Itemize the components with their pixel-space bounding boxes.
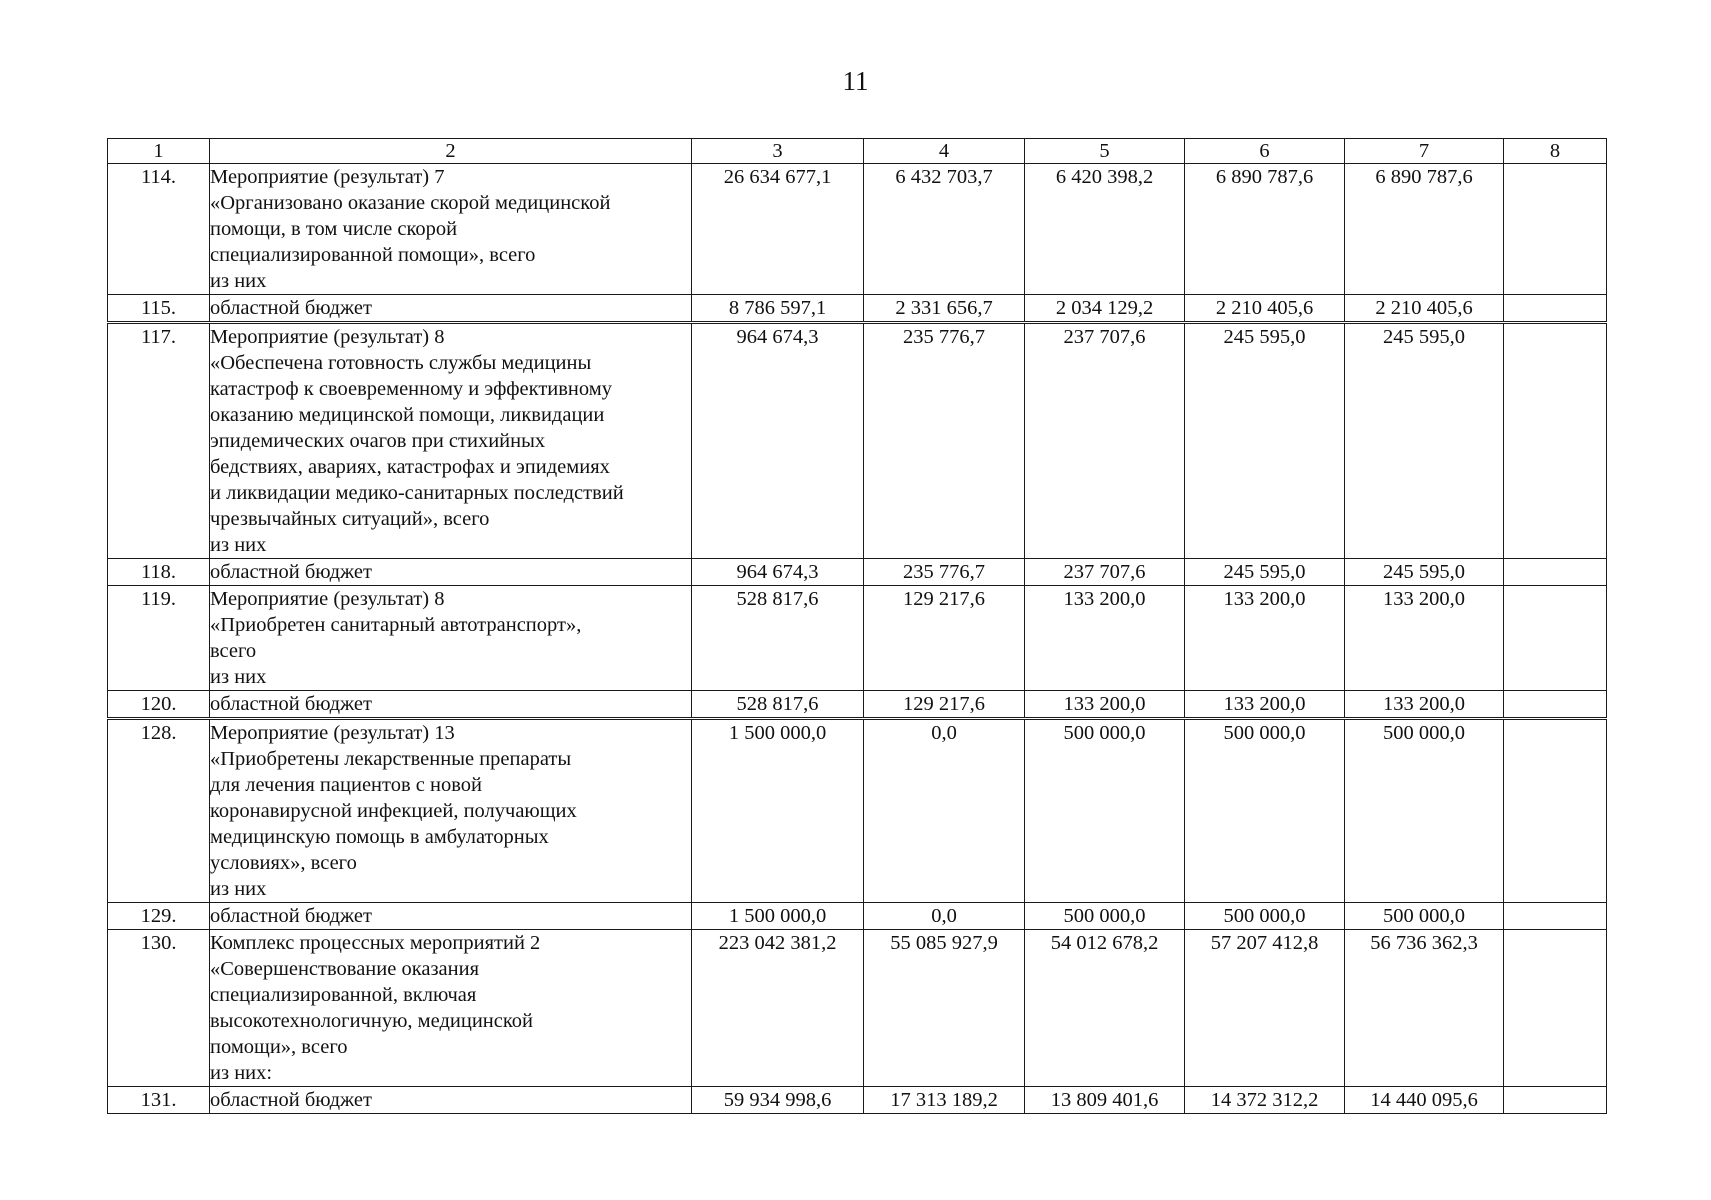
value-col-4: 235 776,7 (864, 559, 1025, 586)
value-col-5: 133 200,0 (1025, 586, 1185, 691)
value-col-3: 59 934 998,6 (692, 1087, 864, 1114)
row-description: Мероприятие (результат) 8 «Обеспечена готовность службы медицины катастроф к своевременному и эффективному оказанию медицинской помощи, ликвидации эпидемических очагов при стихийных бедствиях, авариях, катастрофах и эпидемиях и ликвидации медико-санитарных последствий чрезвычайных ситуаций», всего из них (210, 323, 692, 559)
row-description: областной бюджет (210, 691, 692, 719)
value-col-4: 55 085 927,9 (864, 930, 1025, 1087)
value-col-8 (1504, 930, 1607, 1087)
value-col-4: 0,0 (864, 719, 1025, 903)
value-col-6: 245 595,0 (1185, 323, 1345, 559)
row-description: Мероприятие (результат) 8 «Приобретен санитарный автотранспорт», всего из них (210, 586, 692, 691)
row-number: 115. (108, 295, 210, 323)
row-number: 131. (108, 1087, 210, 1114)
table-row (108, 1087, 1607, 1114)
value-col-3: 964 674,3 (692, 559, 864, 586)
value-col-3: 8 786 597,1 (692, 295, 864, 323)
value-col-6: 6 890 787,6 (1185, 164, 1345, 295)
row-description: областной бюджет (210, 295, 692, 323)
value-col-4: 235 776,7 (864, 323, 1025, 559)
table-row (108, 559, 1607, 586)
value-col-5: 6 420 398,2 (1025, 164, 1185, 295)
row-number: 119. (108, 586, 210, 691)
value-col-4: 6 432 703,7 (864, 164, 1025, 295)
value-col-3: 1 500 000,0 (692, 719, 864, 903)
value-col-5: 2 034 129,2 (1025, 295, 1185, 323)
row-description: Мероприятие (результат) 7 «Организовано оказание скорой медицинской помощи, в том числе скорой специализированной помощи», всего из них (210, 164, 692, 295)
value-col-8 (1504, 719, 1607, 903)
table-row (108, 719, 1607, 903)
value-col-6: 133 200,0 (1185, 691, 1345, 719)
row-number: 128. (108, 719, 210, 903)
table-row (108, 164, 1607, 295)
table-row (108, 586, 1607, 691)
row-number: 117. (108, 323, 210, 559)
value-col-5: 237 707,6 (1025, 323, 1185, 559)
header-cell: 1 (108, 139, 210, 164)
table-row (108, 691, 1607, 719)
value-col-8 (1504, 903, 1607, 930)
value-col-7: 133 200,0 (1345, 586, 1504, 691)
value-col-5: 13 809 401,6 (1025, 1087, 1185, 1114)
value-col-8 (1504, 559, 1607, 586)
value-col-6: 500 000,0 (1185, 903, 1345, 930)
value-col-6: 2 210 405,6 (1185, 295, 1345, 323)
header-row (108, 139, 1607, 164)
value-col-3: 528 817,6 (692, 691, 864, 719)
value-col-7: 2 210 405,6 (1345, 295, 1504, 323)
header-cell: 4 (864, 139, 1025, 164)
value-col-3: 1 500 000,0 (692, 903, 864, 930)
value-col-7: 56 736 362,3 (1345, 930, 1504, 1087)
value-col-3: 964 674,3 (692, 323, 864, 559)
table-row (108, 295, 1607, 323)
row-number: 120. (108, 691, 210, 719)
value-col-7: 6 890 787,6 (1345, 164, 1504, 295)
header-cell: 7 (1345, 139, 1504, 164)
value-col-4: 129 217,6 (864, 586, 1025, 691)
value-col-7: 245 595,0 (1345, 323, 1504, 559)
value-col-5: 500 000,0 (1025, 719, 1185, 903)
value-col-6: 57 207 412,8 (1185, 930, 1345, 1087)
value-col-6: 245 595,0 (1185, 559, 1345, 586)
table-row (108, 323, 1607, 559)
header-cell: 3 (692, 139, 864, 164)
value-col-7: 133 200,0 (1345, 691, 1504, 719)
value-col-8 (1504, 1087, 1607, 1114)
row-number: 129. (108, 903, 210, 930)
value-col-8 (1504, 323, 1607, 559)
value-col-4: 129 217,6 (864, 691, 1025, 719)
value-col-8 (1504, 586, 1607, 691)
row-number: 130. (108, 930, 210, 1087)
value-col-4: 2 331 656,7 (864, 295, 1025, 323)
value-col-8 (1504, 295, 1607, 323)
page-number: 11 (842, 66, 869, 96)
row-description: областной бюджет (210, 903, 692, 930)
value-col-6: 500 000,0 (1185, 719, 1345, 903)
value-col-7: 500 000,0 (1345, 903, 1504, 930)
value-col-3: 26 634 677,1 (692, 164, 864, 295)
value-col-8 (1504, 164, 1607, 295)
value-col-4: 0,0 (864, 903, 1025, 930)
table-row (108, 903, 1607, 930)
value-col-8 (1504, 691, 1607, 719)
value-col-4: 17 313 189,2 (864, 1087, 1025, 1114)
row-description: областной бюджет (210, 1087, 692, 1114)
value-col-5: 54 012 678,2 (1025, 930, 1185, 1087)
row-number: 114. (108, 164, 210, 295)
table-row (108, 930, 1607, 1087)
header-cell: 2 (210, 139, 692, 164)
value-col-7: 500 000,0 (1345, 719, 1504, 903)
row-description: Комплекс процессных мероприятий 2 «Совершенствование оказания специализированной, включая высокотехнологичную, медицинской помощи», всего из них: (210, 930, 692, 1087)
value-col-6: 133 200,0 (1185, 586, 1345, 691)
value-col-5: 500 000,0 (1025, 903, 1185, 930)
value-col-3: 528 817,6 (692, 586, 864, 691)
value-col-3: 223 042 381,2 (692, 930, 864, 1087)
row-number: 118. (108, 559, 210, 586)
row-description: областной бюджет (210, 559, 692, 586)
header-cell: 6 (1185, 139, 1345, 164)
header-cell: 5 (1025, 139, 1185, 164)
value-col-6: 14 372 312,2 (1185, 1087, 1345, 1114)
budget-table (107, 138, 1607, 1114)
value-col-5: 237 707,6 (1025, 559, 1185, 586)
value-col-5: 133 200,0 (1025, 691, 1185, 719)
row-description: Мероприятие (результат) 13 «Приобретены лекарственные препараты для лечения пациентов с новой коронавирусной инфекцией, получающих медицинскую помощь в амбулаторных условиях», всего из них (210, 719, 692, 903)
header-cell: 8 (1504, 139, 1607, 164)
value-col-7: 14 440 095,6 (1345, 1087, 1504, 1114)
value-col-7: 245 595,0 (1345, 559, 1504, 586)
